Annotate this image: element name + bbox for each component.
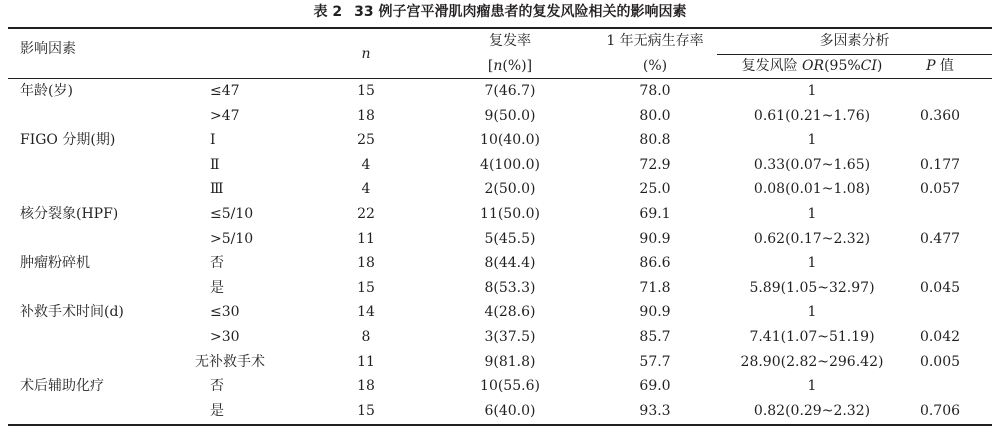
row-recurrence: 11(50.0) (480, 206, 540, 222)
row-level: ≤47 (210, 83, 240, 99)
row-recurrence: 4(100.0) (480, 156, 540, 173)
row-level: 是 (210, 279, 224, 296)
row-n: 4 (361, 156, 371, 173)
row-odds-ratio: 28.90(2.82~296.42) (740, 353, 884, 370)
row-n: 18 (357, 255, 375, 272)
row-level: 否 (210, 255, 224, 272)
row-level: Ⅱ (210, 156, 220, 173)
row-level: Ⅲ (210, 181, 224, 198)
header-factor: 影响因素 (20, 41, 76, 57)
row-odds-ratio: 5.89(1.05~32.97) (749, 279, 875, 296)
row-survival: 90.9 (639, 304, 671, 321)
row-recurrence: 7(46.7) (484, 83, 536, 99)
row-recurrence: 8(53.3) (484, 279, 536, 296)
row-survival: 80.0 (639, 107, 671, 124)
row-survival: 80.8 (639, 132, 671, 149)
header-p-value: P 值 (926, 58, 954, 74)
row-recurrence: 10(40.0) (480, 132, 540, 149)
row-survival: 71.8 (639, 279, 671, 296)
row-factor: 补救手术时间(d) (20, 304, 124, 321)
top-rule (8, 27, 992, 29)
row-survival: 57.7 (639, 353, 671, 370)
row-level: 是 (210, 402, 224, 419)
row-n: 11 (357, 230, 375, 247)
row-odds-ratio: 1 (807, 378, 817, 395)
row-odds-ratio: 0.61(0.21~1.76) (753, 107, 871, 124)
row-survival: 93.3 (639, 402, 671, 419)
row-odds-ratio: 1 (807, 206, 817, 222)
row-recurrence: 3(37.5) (484, 329, 536, 345)
row-n: 18 (357, 378, 375, 395)
row-p-value: 0.360 (919, 107, 961, 124)
row-survival: 90.9 (639, 230, 671, 247)
row-n: 22 (357, 206, 375, 222)
row-survival: 86.6 (639, 255, 671, 272)
header-recurrence-unit: [n(%)] (487, 58, 533, 74)
header-survival-unit: (%) (642, 58, 668, 74)
row-p-value: 0.045 (919, 279, 961, 296)
row-odds-ratio: 0.08(0.01~1.08) (753, 181, 871, 198)
row-recurrence: 9(81.8) (484, 353, 536, 370)
row-level: Ⅰ (210, 132, 216, 149)
row-survival: 69.0 (639, 378, 671, 395)
row-factor: 术后辅助化疗 (20, 378, 104, 395)
table-title: 33 例子宫平滑肌肉瘤患者的复发风险相关的影响因素 (354, 4, 687, 20)
row-level: >47 (210, 107, 240, 124)
row-survival: 78.0 (639, 83, 671, 99)
table-label: 表 2 (313, 4, 343, 20)
row-factor: FIGO 分期(期) (20, 132, 116, 149)
row-factor: 核分裂象(HPF) (20, 206, 119, 222)
row-odds-ratio: 1 (807, 255, 817, 272)
row-n: 11 (357, 353, 375, 370)
row-p-value: 0.477 (919, 230, 961, 247)
row-p-value: 0.042 (919, 329, 961, 345)
row-odds-ratio: 0.62(0.17~2.32) (753, 230, 871, 247)
row-p-value: 0.177 (919, 156, 961, 173)
row-n: 8 (361, 329, 371, 345)
bottom-rule (8, 424, 992, 426)
header-survival: 1 年无病生存率 (606, 33, 704, 49)
row-survival: 25.0 (639, 181, 671, 198)
table-caption (0, 2, 1000, 22)
row-p-value: 0.057 (919, 181, 961, 198)
row-odds-ratio: 1 (807, 304, 817, 321)
row-n: 15 (357, 279, 375, 296)
row-level: 无补救手术 (195, 353, 265, 370)
row-survival: 85.7 (639, 329, 671, 345)
row-survival: 69.1 (639, 206, 671, 222)
row-n: 15 (357, 83, 375, 99)
row-survival: 72.9 (639, 156, 671, 173)
row-odds-ratio: 1 (807, 132, 817, 149)
row-recurrence: 4(28.6) (484, 304, 536, 321)
row-p-value: 0.706 (919, 402, 961, 419)
row-p-value: 0.005 (919, 353, 961, 370)
header-n: n (361, 46, 371, 62)
header-recurrence: 复发率 (489, 33, 531, 49)
row-level: ≤5/10 (210, 206, 254, 222)
row-n: 18 (357, 107, 375, 124)
row-level: >30 (210, 329, 240, 345)
row-recurrence: 2(50.0) (484, 181, 536, 198)
row-level: 否 (210, 378, 224, 395)
row-n: 14 (357, 304, 375, 321)
row-n: 25 (357, 132, 375, 149)
row-recurrence: 6(40.0) (484, 402, 536, 419)
row-factor: 年龄(岁) (20, 83, 73, 99)
row-recurrence: 5(45.5) (484, 230, 536, 247)
row-factor: 肿瘤粉碎机 (20, 255, 90, 272)
row-n: 15 (357, 402, 375, 419)
row-n: 4 (361, 181, 371, 198)
row-odds-ratio: 0.33(0.07~1.65) (753, 156, 871, 173)
row-odds-ratio: 0.82(0.29~2.32) (753, 402, 871, 419)
row-odds-ratio: 1 (807, 83, 817, 99)
row-level: >5/10 (210, 230, 254, 247)
row-odds-ratio: 7.41(1.07~51.19) (749, 329, 875, 345)
header-odds-ratio: 复发风险 OR(95%CI) (741, 58, 883, 74)
row-recurrence: 9(50.0) (484, 107, 536, 124)
row-level: ≤30 (210, 304, 240, 321)
row-recurrence: 10(55.6) (480, 378, 540, 395)
header-multivariate: 多因素分析 (819, 33, 890, 49)
row-recurrence: 8(44.4) (484, 255, 536, 272)
